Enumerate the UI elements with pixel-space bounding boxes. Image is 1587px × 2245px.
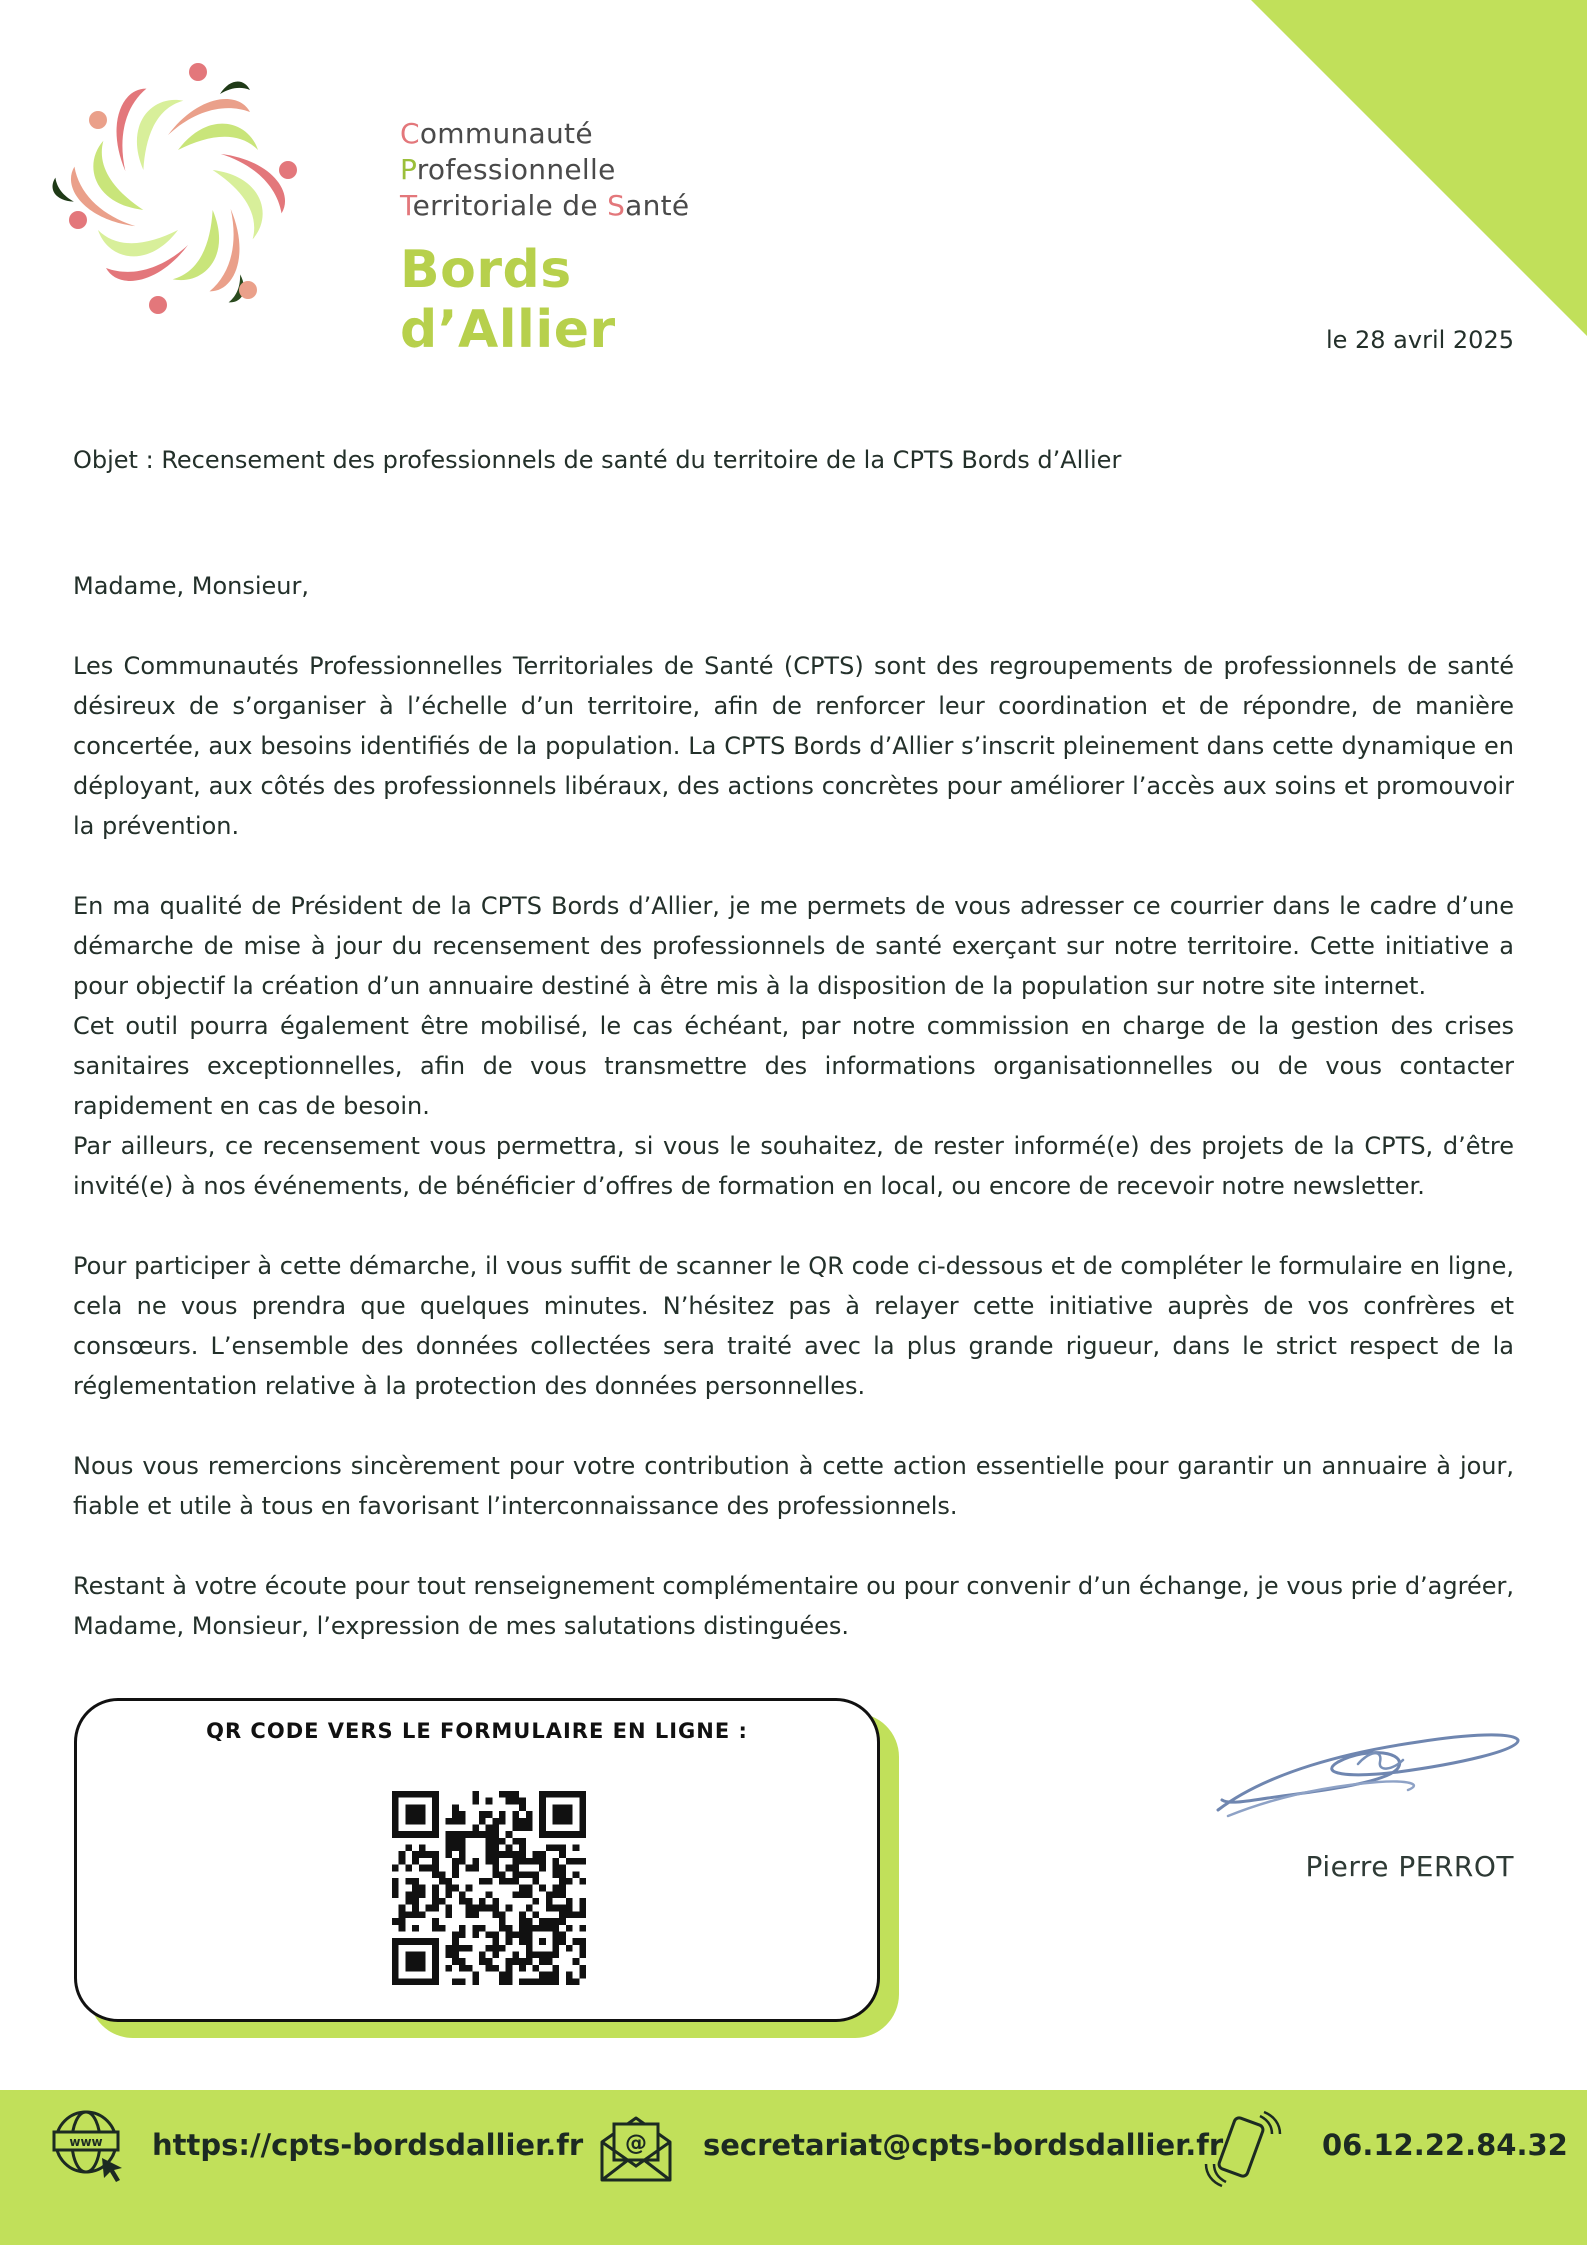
cpts-logo: [40, 52, 790, 360]
letter-date: le 28 avril 2025: [1325, 326, 1514, 354]
handwritten-signature: [1208, 1712, 1524, 1832]
cpts-logo-emblem: [40, 52, 320, 330]
signer-name: Pierre PERROT: [1305, 1850, 1514, 1883]
qr-title: QR CODE VERS LE FORMULAIRE EN LIGNE :: [206, 1719, 748, 1743]
logo-initial: C: [400, 117, 420, 150]
logo-word: erritoriale de: [412, 189, 608, 222]
mail-envelope-icon: [598, 2112, 674, 2184]
paragraph: Les Communautés Professionnelles Territoriales de Santé (CPTS) sont des regroupements de professionnels de santé désireux de s’organiser à l’échelle d’un territoire, afin de renforcer leur coordination et de répondre, de manière concertée, aux besoins identifiés de la population. La CPTS Bords d’Allier s’inscrit pleinement dans cette dynamique en déployant, aux côtés des professionnels libéraux, des actions concrètes pour améliorer l’accès aux soins et promouvoir la prévention.: [73, 652, 1514, 840]
footer-email[interactable]: [703, 2090, 1223, 2200]
logo-initial: P: [400, 153, 417, 186]
logo-word: rofessionnelle: [416, 153, 616, 186]
email-link[interactable]: secretariat@cpts-bordsdallier.fr: [703, 2128, 1224, 2162]
footer-website[interactable]: [152, 2090, 583, 2200]
corner-accent-triangle: [1251, 0, 1587, 336]
smartphone-icon: [1202, 2108, 1282, 2188]
salutation-text: Madame, Monsieur,: [73, 572, 310, 600]
letter-body: [73, 646, 1514, 1646]
logo-line-1: [400, 116, 790, 188]
phone-number[interactable]: 06.12.22.84.32: [1322, 2128, 1568, 2162]
paragraph: Pour participer à cette démarche, il vous suffit de scanner le QR code ci-dessous et de compléter le formulaire en ligne, cela ne vous prendra que quelques minutes. N’hésitez pas à relayer cette initiative auprès de vos confrères et consœurs. L’ensemble des données collectées sera traité avec la plus grande rigueur, dans le strict respect de la réglementation relative à la protection des données personnelles.: [73, 1252, 1514, 1400]
letter-object: Objet : Recensement des professionnels de santé du territoire de la CPTS Bords d’Allier: [73, 446, 1122, 474]
logo-initial: T: [400, 189, 413, 222]
footer-phone[interactable]: [1322, 2090, 1568, 2200]
svg-text:www: www: [69, 2135, 103, 2149]
logo-brand-name: Bords d’Allier: [400, 240, 616, 360]
letter-salutation: [73, 566, 1514, 606]
paragraph: Nous vous remercions sincèrement pour votre contribution à cette action essentielle pour garantir un annuaire à jour, fiable et utile à tous en favorisant l’interconnaissance des professionnels.: [73, 1452, 1514, 1520]
paragraph: En ma qualité de Président de la CPTS Bords d’Allier, je me permets de vous adresser ce courrier dans le cadre d’une démarche de mise à jour du recensement des professionnels de santé exerçant sur notre territoire. Cette initiative a pour objectif la création d’un annuaire destiné à être mis à la disposition de la population sur notre site internet.: [73, 892, 1514, 1000]
paragraph: Par ailleurs, ce recensement vous permettra, si vous le souhaitez, de rester informé(e) des projets de la CPTS, d’être invité(e) à nos événements, de bénéficier d’offres de formation en local, ou encore de recevoir notre newsletter.: [73, 1132, 1514, 1200]
logo-word: anté: [625, 189, 690, 222]
svg-text:@: @: [625, 2131, 647, 2156]
footer-contact-bar: [0, 2090, 1587, 2245]
globe-www-icon: [50, 2108, 126, 2184]
logo-initial: S: [607, 189, 626, 222]
logo-text: [400, 116, 790, 360]
qr-code-box: [74, 1698, 880, 2022]
qr-code-image[interactable]: [392, 1791, 586, 1985]
logo-word: ommunauté: [419, 117, 593, 150]
paragraph: Cet outil pourra également être mobilisé, le cas échéant, par notre commission en charge de la gestion des crises sanitaires exceptionnelles, afin de vous transmettre des informations organisationnelles ou de vous contacter rapidement en cas de besoin.: [73, 1012, 1514, 1120]
paragraph: Restant à votre écoute pour tout renseignement complémentaire ou pour convenir d’un échange, je vous prie d’agréer, Madame, Monsieur, l’expression de mes salutations distinguées.: [73, 1572, 1514, 1640]
website-link[interactable]: https://cpts-bordsdallier.fr: [152, 2128, 584, 2162]
logo-line-2: [400, 188, 790, 224]
